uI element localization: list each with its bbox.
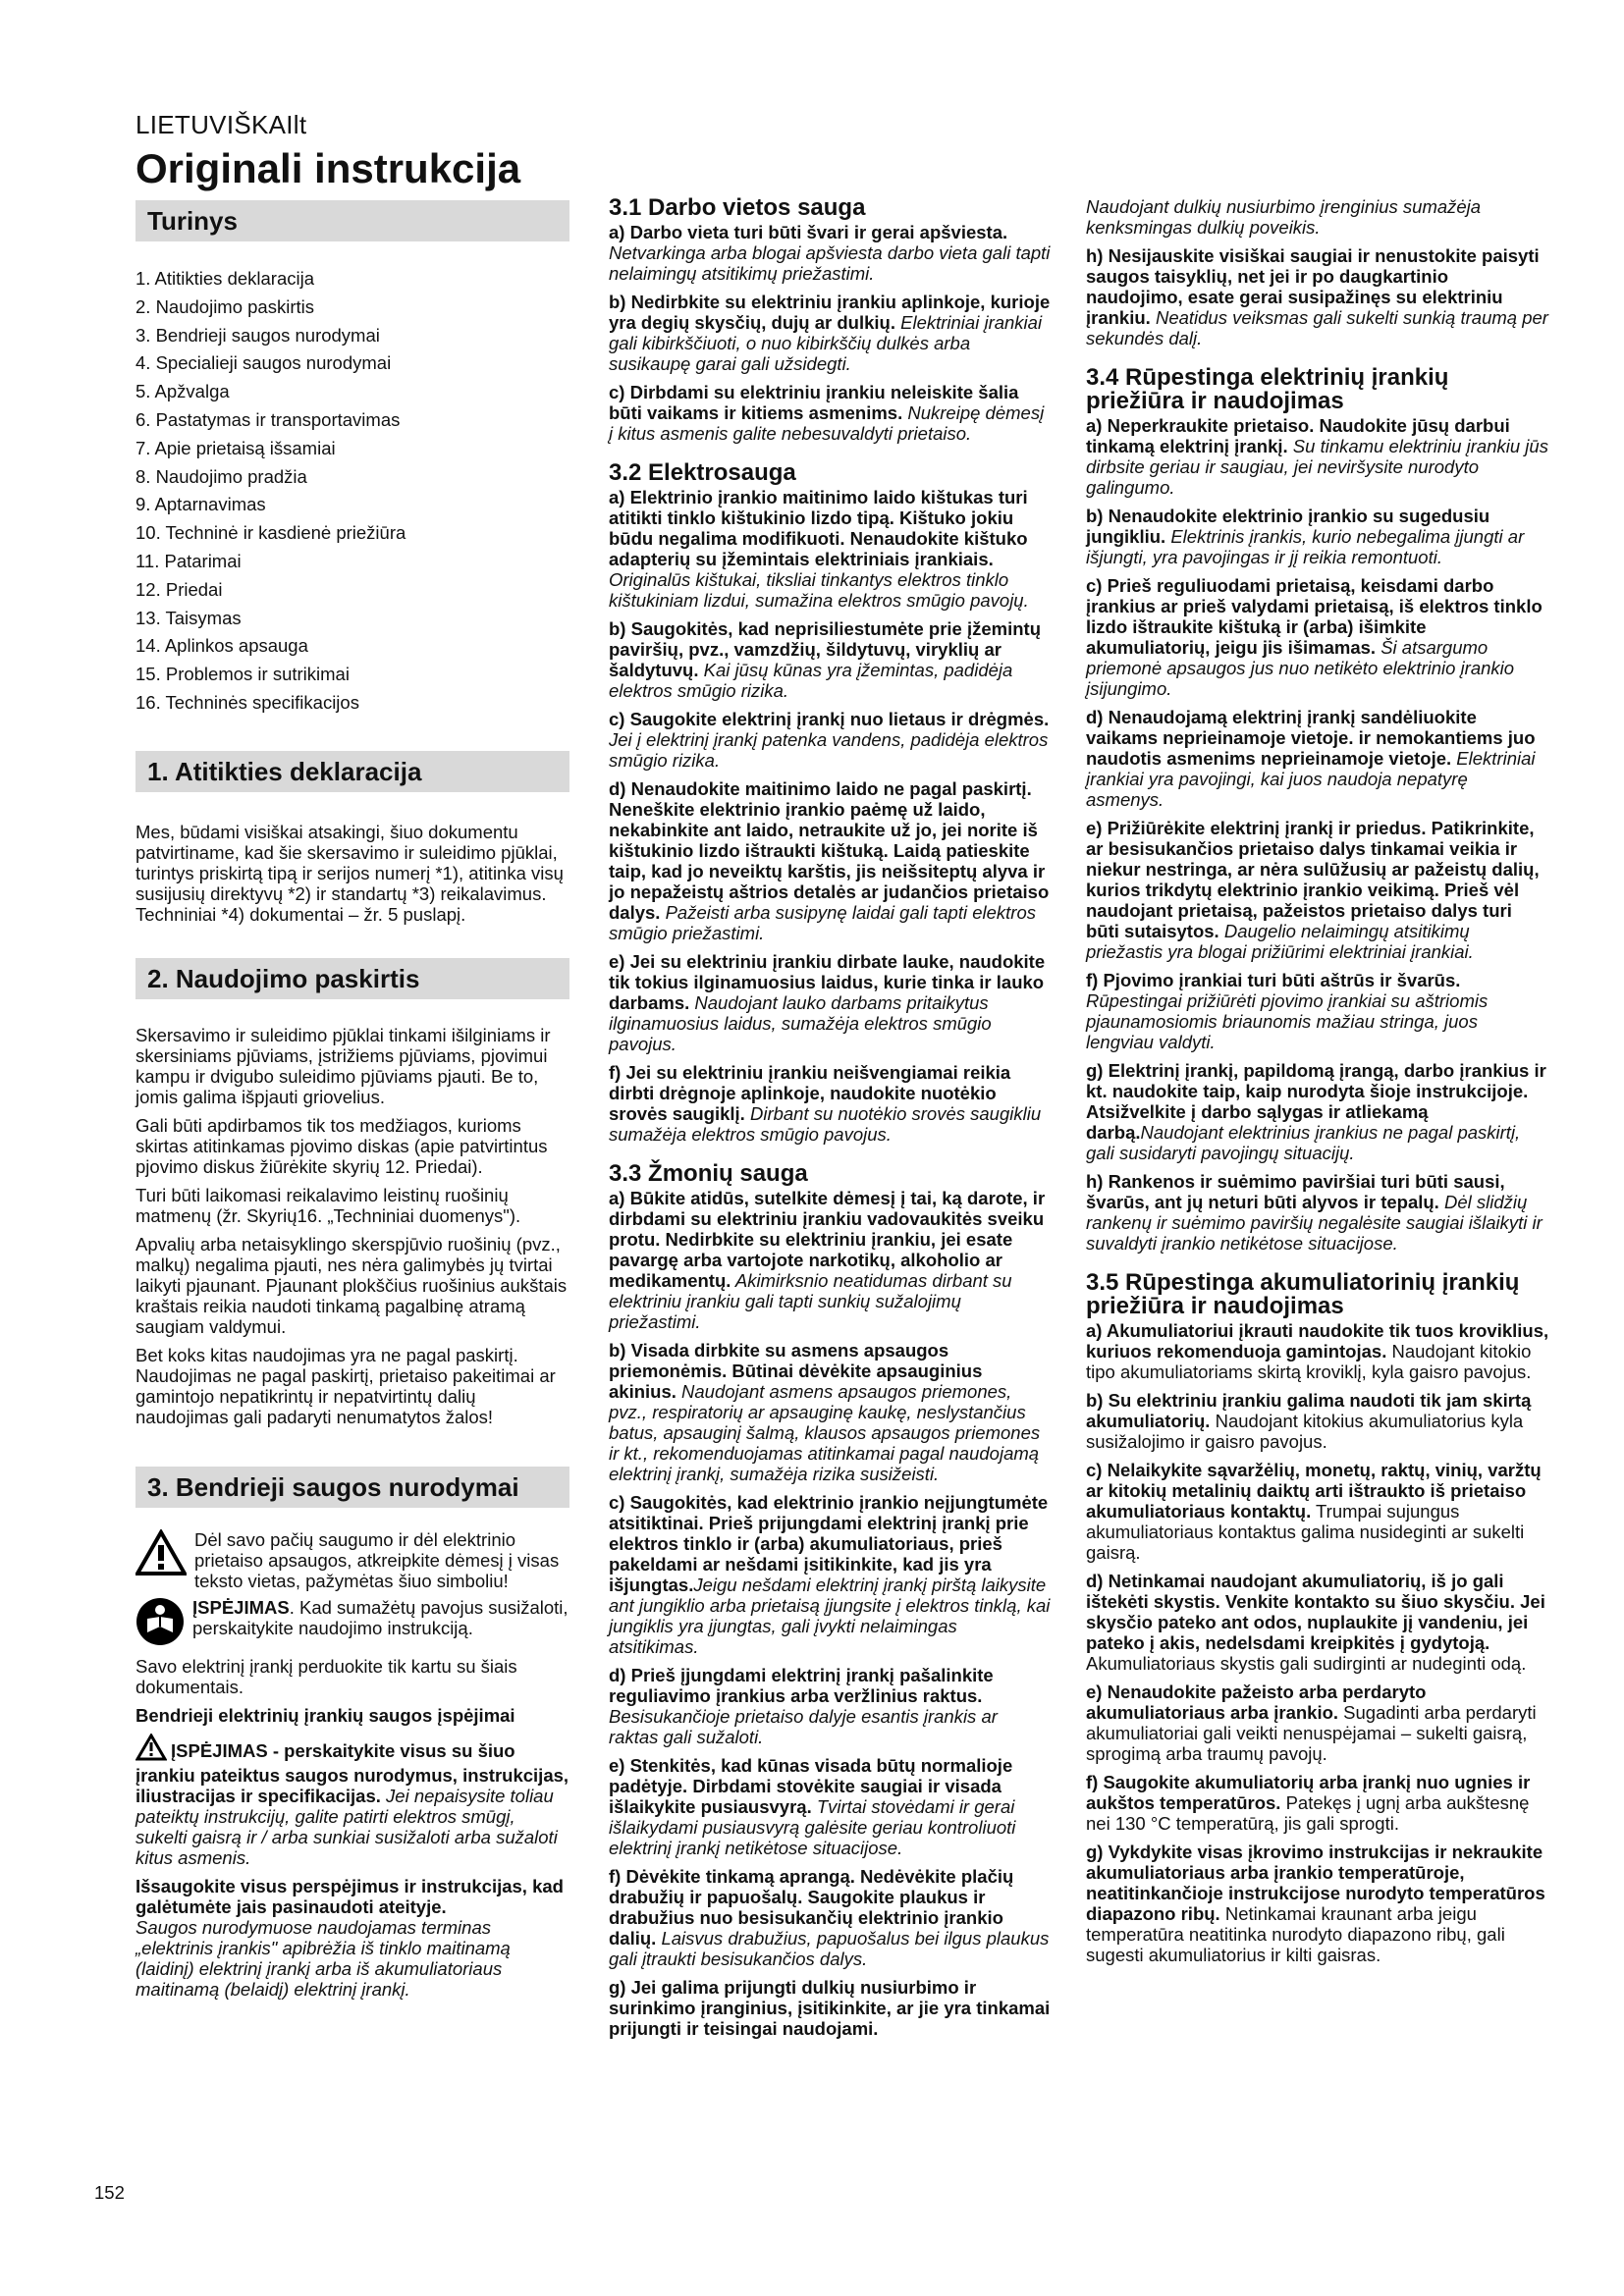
rule-italic: Originalūs kištukai, tiksliai tinkantys elektros tinklo kištukiniam lizdui, sumažina elektros smūgio pavojų. [609,569,1029,611]
rule-bold: g) Elektrinį įrankį, papildomą įrangą, darbo įrankius ir kt. naudokite taip, kaip nurodyta šioje instrukcijoje. Atsižvelkite į darbo sąlygas ir atliekamą darbą. [1086,1060,1546,1143]
rule-item [609,709,1051,771]
toc-item: 15. Problemos ir sutrikimai [135,664,350,685]
rule-item [1086,506,1549,567]
section-2-paragraph: Apvalių arba netaisyklingo skerspjūvio ruošinių (pvz., malkų) negalima pjauti, nes nėra galimybės jų tvirtai laikyti pjaunant. Pjaunant plokščius ruošinius aukštais kraštais reikia naudoti tinkamą pagalbinę atramą saugiam valdymui. [135,1233,568,1337]
toc-item: 1. Atitikties deklaracija [135,268,315,289]
rule-bold: f) Saugokite akumuliatorių arba įrankį nuo ugnies ir aukštos temperatūros. [1086,1772,1531,1813]
read-all-warning [135,1734,569,1868]
rule-italic: Besisukančioje prietaiso dalyje esantis įrankis ar raktas gali sužaloti. [609,1706,998,1747]
section-2-paragraph: Skersavimo ir suleidimo pjūklai tinkami išilginiams ir skersiniams pjūviams, įstrižiems pjūviams, pjovimui kampu ir dvigubo suleidimo pjūviams pjauti. Be to, jomis galima išpjauti griovelius. [135,1024,551,1107]
rule-bold: b) Saugokitės, kad neprisiliestumėte prie įžemintų paviršių, pvz., vamzdžių, šildytuvų, viryklių ar šaldytuvų. [609,618,1041,680]
rule-bold: d) Nenaudokite maitinimo laido ne pagal paskirtį. Neneškite elektrinio įrankio paėmę už laido, nekabinkite ant laido, netraukite už jo, jei norite iš kištukinio lizdo ištraukti kištuką. Laidą patieskite taip, kad jo neveiktų karštis, jis neišsiteptų alyva ir jo nepažeistų aštrios detalės ar judančios prietaiso dalys. [609,778,1050,923]
rule-italic: Ši atsargumo priemonė apsaugos jus nuo netikėto elektrinio įrankio įsijungimo. [1086,637,1515,699]
keep-instructions-bold: Išsaugokite visus perspėjimus ir instrukcijas, kad galėtumėte jais pasinaudoti ateityje. [135,1875,564,1917]
toc-item: 12. Priedai [135,578,223,600]
section-3-body [135,1529,569,2000]
rule-item [609,951,1051,1054]
toc-item: 9. Aptarnavimas [135,494,266,515]
section-2-heading: 2. Naudojimo paskirtis [135,958,569,999]
rule-bold: a) Būkite atidūs, sutelkite dėmesį į tai, ką darote, ir dirbdami su elektriniu įrankiu vadovaukitės sveiku protu. Nedirbkite su elektriniu įrankiu, jei esate pavargę arba vartojote narkotikų, alkoholio ar medikamentų. [609,1188,1046,1291]
safety-note-text: Dėl savo pačių saugumo ir dėl elektrinio prietaiso apsaugos, atkreipkite dėmesį į visas teksto vietas, pažymėtas šiuo simboliu! [194,1528,560,1591]
rule-bold: g) Jei galima prijungti dulkių nusiurbimo ir surinkimo įranginius, įsitikinkite, ar jie yra tinkamai prijungti ir teisingai naudojami. [609,1977,1051,2039]
rule-item [1086,1571,1549,1674]
rule-italic: Pažeisti arba susipynę laidai gali tapti elektros smūgio priežastimi. [609,902,1036,943]
rule-italic: Akimirksnio neatidumas dirbant su elektriniu įrankiu gali tapti sunkių sužalojimų priežastimi. [609,1270,1012,1332]
rule-bold: g) Vykdykite visas įkrovimo instrukcijas ir nekraukite akumuliatoriaus arba įrankio temperatūroje, neatitinkančioje instrukcijose nurodyto temperatūros diapazono ribų. [1086,1842,1545,1924]
read-manual-icon [135,1597,185,1650]
document-title: Originali instrukcija [135,145,521,191]
section-3-2-heading: 3.2 Elektrosauga [609,459,796,486]
rule-item [609,1188,1051,1332]
rule-item [1086,1390,1549,1452]
rule-item [1086,1060,1549,1163]
rule-text: Trumpai sujungus akumuliatoriaus kontaktus galima nusideginti ar sukelti gaisrą. [1086,1501,1525,1563]
rule-bold: d) Nenaudojamą elektrinį įrankį sandėliuokite vaikams neprieinamoje vietoje. ir nemokantiems juo naudotis asmenims neprieinamoje vietoje. [1086,707,1536,769]
toc-item: 10. Techninė ir kasdienė priežiūra [135,522,406,544]
rule-item [609,382,1051,444]
rule-item [609,1977,1051,2039]
rule-item [1086,415,1549,498]
toc-item: 3. Bendrieji saugos nurodymai [135,324,380,346]
rule-item [609,778,1051,943]
rule-bold: f) Jei su elektriniu įrankiu neišvengiamai reikia dirbti drėgnoje aplinkoje, naudokite nuotėkio srovės saugiklį. [609,1062,1011,1124]
rule-bold: h) Nesijauskite visiškai saugiai ir nenustokite paisyti saugos taisyklių, net jei ir po daugkartinio naudojimo, esate gerai susipažinęs su elektriniu įrankiu. [1086,245,1540,328]
rule-italic: Daugelio nelaimingų atsitikimų priežastis yra blogai prižiūrimi elektriniai įrankiai. [1086,921,1474,962]
rule-bold: h) Rankenos ir suėmimo paviršiai turi būti sausi, švarūs, ant jų neturi būti alyvos ir tepalų. [1086,1171,1505,1212]
rule-bold: c) Dirbdami su elektriniu įrankiu neleiskite šalia būti vaikams ir kitiems asmenims. [609,382,1019,423]
toc-list [135,265,569,718]
rule-item [1086,1171,1549,1254]
read-all-warning-italic: Jei nepaisysite toliau pateiktų instrukcijų, galite patirti elektros smūgį, sukelti gaisrą ir / arba sunkiai susižaloti arba sužaloti kitus asmenis. [135,1785,558,1868]
rule-bold: e) Nenaudokite pažeisto arba perdaryto akumuliatoriaus arba įrankio. [1086,1682,1427,1723]
warning-text: . Kad sumažėtų pavojus susižaloti, perskaitykite naudojimo instrukciją. [192,1596,568,1638]
rule-bold: e) Stenkitės, kad kūnas visada būtų normalioje padėtyje. Dirbdami stovėkite saugiai ir visada išlaikykite pusiausvyrą. [609,1755,1013,1817]
rule-italic: Netvarkinga arba blogai apšviesta darbo vieta gali tapti nelaimingų atsitikimų priežastimi. [609,242,1051,284]
rule-item [609,618,1051,701]
keep-instructions [135,1876,569,2000]
rule-italic: Dėl slidžių rankenų ir suėmimo paviršių negalėsite saugiai išlaikyti ir suvaldyti įrankio netikėtose situacijose. [1086,1192,1543,1254]
rule-text: Naudojant kitokius akumuliatorius kyla susižalojimo ir gaisro pavojus. [1086,1411,1524,1452]
section-2-paragraph: Turi būti laikomasi reikalavimo leistinų ruošinių matmenų (žr. Skyrių16. „Techniniai duomenys"). [135,1184,521,1226]
rule-italic: Elektriniai įrankiai yra pavojingi, kai juos naudoja nepatyrę asmenys. [1086,748,1536,810]
toc-item: 2. Naudojimo paskirtis [135,295,314,317]
section-2-paragraph: Gali būti apdirbamos tik tos medžiagos, kurioms skirtas atitinkamas pjovimo diskas (apie patvirtintus pjovimo diskus žiūrėkite skyrių 12. Priedai). [135,1114,548,1177]
rule-italic: Laisvus drabužius, papuošalus bei ilgus plaukus gali įtraukti besisukančios dalys. [609,1928,1050,1969]
rule-bold: d) Netinkamai naudojant akumuliatorių, iš jo gali ištekėti skystis. Venkite kontakto su šiuo skysčiu. Jei skysčio pateko ant odos, nuplaukite jį vandeniu, jei pateko į akis, nedelsdami kreipkitės į gydytoją. [1086,1571,1545,1653]
rule-bold: b) Nenaudokite elektrinio įrankio su sugedusiu jungikliu. [1086,506,1490,547]
toc-item: 7. Apie prietaisą išsamiai [135,437,336,458]
section-2-body [135,1025,569,1427]
rule-italic: Su tinkamu elektriniu įrankiu jūs dirbsite geriau ir saugiau, jei neviršysite nurodyto galingumo. [1086,436,1548,498]
rule-bold: e) Jei su elektriniu įrankiu dirbate lauke, naudokite tik tokius ilginamuosius laidus, kurie tinka ir lauko darbams. [609,951,1046,1013]
rule-italic: Naudojant lauko darbams pritaikytus ilginamuosius laidus, sumažėja elektros smūgio pavojus. [609,992,992,1054]
rule-item [609,1665,1051,1747]
handover-text: Savo elektrinį įrankį perduokite tik kartu su šiais dokumentais. [135,1655,517,1697]
rule-item [609,292,1051,374]
rule-italic: Naudojant elektrinius įrankius ne pagal paskirtį, gali susidaryti pavojingų situacijų. [1086,1122,1521,1163]
small-warning-triangle-icon [135,1734,167,1765]
rule-item [609,222,1051,284]
rule-item [1086,1842,1549,1965]
toc-item: 8. Naudojimo pradžia [135,465,307,487]
section-1-heading: 1. Atitikties deklaracija [135,751,569,792]
rule-text: Naudojant kitokio tipo akumuliatoriams skirtą kroviklį, kyla gaisro pavojus. [1086,1341,1532,1382]
rule-continuation: Naudojant dulkių nusiurbimo įrenginius sumažėja kenksmingas dulkių poveikis. [1086,196,1482,238]
toc-item: 5. Apžvalga [135,381,230,402]
rule-italic: Elektrinis įrankis, kurio nebegalima įjungti ar išjungti, yra pavojingas ir jį reikia remontuoti. [1086,526,1525,567]
keep-instructions-italic: Saugos nurodymuose naudojamas terminas „elektrinis įrankis" apibrėžia iš tinklo maitinamą (laidinį) elektrinį įrankį arba iš akumuliatoriaus maitinamą (belaidį) elektrinį įrankį. [135,1916,511,2000]
toc-item: 6. Pastatymas ir transportavimas [135,408,401,430]
rule-bold: a) Elektrinio įrankio maitinimo laido kištukas turi atitikti tinklo kištukinio lizdo tipą. Kištuko jokiu būdu negalima modifikuoti. Nenaudokite kištuko adapterių su įžemintais elektriniais įrankiais. [609,487,1028,569]
right-column [1086,196,1549,1973]
page-number: 152 [94,2182,125,2203]
rule-italic: Elektriniai įrankiai gali kibirkščiuoti, o nuo kibirkščių dulkės arba susikaupę garai gali užsidegti. [609,312,1043,374]
section-2-paragraph: Bet koks kitas naudojimas yra ne pagal paskirtį. Naudojimas ne pagal paskirtį, prietaiso pakeitimai ar gamintojo nepatikrintų ir nepatvirtintų dalių naudojimas gali padaryti nenumatytos žalos! [135,1344,556,1427]
read-manual-warning [135,1597,569,1650]
rule-italic: Kai jūsų kūnas yra įžemintas, padidėja elektros smūgio rizika. [609,660,1013,701]
toc-item: 11. Patarimai [135,550,242,571]
rule-item [1086,1772,1549,1834]
rule-bold: b) Su elektriniu įrankiu galima naudoti tik jam skirtą akumuliatorių. [1086,1390,1532,1431]
rule-bold: a) Darbo vieta turi būti švari ir gerai apšviesta. [609,222,1008,242]
section-3-1-heading: 3.1 Darbo vietos sauga [609,194,866,221]
rule-italic: Rūpestingai prižiūrėti pjovimo įrankiai su aštriomis pjaunamosiomis briaunomis mažiau stringa, juos lengviau valdyti. [1086,990,1489,1052]
general-warnings-heading: Bendrieji elektrinių įrankių saugos įspėjimai [135,1704,515,1726]
rule-item [609,1062,1051,1145]
safety-note [135,1529,569,1591]
rule-item [609,1492,1051,1657]
rule-item [1086,575,1549,699]
rule-italic: Jeigu nešdami elektrinį įrankį pirštą laikysite ant jungiklio arba prietaisą įjungsite į elektros tinklą, kai jungiklis yra įjungtas, gali įvykti nelaimingas atsitikimas. [609,1575,1051,1657]
read-all-warning-bold: ĮSPĖJIMAS - perskaitykite visus su šiuo įrankiu pateiktus saugos nurodymus, instrukcijas, iliustracijas ir specifikacijas. [135,1739,569,1806]
rule-bold: b) Visada dirbkite su asmens apsaugos priemonėmis. Būtinai dėvėkite apsauginius akinius. [609,1340,983,1402]
rule-italic: Tvirtai stovėdami ir gerai išlaikydami pusiausvyrą galėsite geriau kontroliuoti elektrinį įrankį netikėtose situacijose. [609,1796,1016,1858]
language-label: LIETUVIŠKAIlt [135,110,307,139]
toc-heading: Turinys [135,200,569,241]
rule-italic: Neatidus veiksmas gali sukelti sunkią traumą per sekundės dalį. [1086,307,1548,348]
rule-bold: c) Prieš reguliuodami prietaisą, keisdami darbo įrankius ar prieš valydami prietaisą, iš elektros tinklo lizdo ištraukite kištuką ir (arba) išimkite akumuliatorių, jeigu jis išimamas. [1086,575,1543,658]
rule-italic: Jei į elektrinį įrankį patenka vandens, padidėja elektros smūgio rizika. [609,729,1049,771]
rule-bold: c) Nelaikykite sąvaržėlių, monetų, raktų, vinių, varžtų ar kitokių metalinių daiktų arti ištraukto iš prietaiso akumuliatoriaus kontaktų. [1086,1460,1542,1522]
rule-italic: Naudojant asmens apsaugos priemones, pvz., respiratorių ar apsauginę kaukę, neslystančius batus, apsauginį šalmą, klausos apsaugos priemones ir kt., rekomenduojamas atitinkamai pagal naudojamą elektrinį įrankį, sumažėja rizika susižeisti. [609,1381,1041,1484]
section-3-5-heading: 3.5 Rūpestinga akumuliatorinių įrankių priežiūra ir naudojimas [1086,1269,1520,1319]
toc-item: 13. Taisymas [135,607,242,628]
rule-item [1086,970,1549,1052]
rule-bold: a) Akumuliatoriui įkrauti naudokite tik tuos kroviklius, kuriuos rekomenduoja gamintojas. [1086,1320,1549,1362]
section-3-3-heading: 3.3 Žmonių sauga [609,1160,808,1187]
toc-item: 16. Techninės specifikacijos [135,691,359,713]
rule-item [609,1340,1051,1484]
rule-text: Patekęs į ugnį arba aukštesnę nei 130 °C temperatūrą, jis gali sprogti. [1086,1792,1530,1834]
rule-bold: c) Saugokite elektrinį įrankį nuo lietaus ir drėgmės. [609,709,1050,729]
rule-bold: f) Pjovimo įrankiai turi būti aštrūs ir švarūs. [1086,970,1461,990]
rule-bold: f) Dėvėkite tinkamą aprangą. Nedėvėkite plačių drabužių ir papuošalų. Saugokite plaukus ir drabužius nuo besisukančių elektrinio įrankio dalių. [609,1866,1014,1949]
rule-text: Netinkamai kraunant arba jeigu temperatūra neatitinka nurodyto diapazono ribų, gali sugesti akumuliatorius ir kilti gaisras. [1086,1903,1505,1965]
rule-bold: b) Nedirbkite su elektriniu įrankiu aplinkoje, kurioje yra degių skysčių, dujų ar dulkių. [609,292,1051,333]
rule-item [1086,1460,1549,1563]
rule-bold: d) Prieš įjungdami elektrinį įrankį pašalinkite reguliavimo įrankius arba veržlinius raktus. [609,1665,994,1706]
rule-text: Akumuliatoriaus skystis gali sudirginti ar nudeginti odą. [1086,1653,1527,1674]
warning-label: ĮSPĖJIMAS [192,1596,290,1618]
middle-column [609,196,1051,2047]
section-3-heading: 3. Bendrieji saugos nurodymai [135,1467,569,1508]
rule-item [609,1866,1051,1969]
rule-item [609,487,1051,611]
rule-bold: e) Prižiūrėkite elektrinį įrankį ir priedus. Patikrinkite, ar besisukančios prietaiso dalys tinkamai veikia ir niekur nestringa, ar nėra sulūžusių ar pažeistų dalių, kurios trikdytų elektrinio įrankio veikimą. Prieš vėl naudojant prietaisą, pažeistos prietaiso dalys turi būti sutaisytos. [1086,818,1540,941]
rule-item [1086,1320,1549,1382]
left-column [135,110,569,2007]
rule-item [609,1755,1051,1858]
rule-italic: Dirbant su nuotėkio srovės saugikliu sumažėja elektros smūgio pavojus. [609,1103,1042,1145]
rule-item [1086,245,1549,348]
toc-item: 14. Aplinkos apsauga [135,635,308,657]
rule-item [1086,818,1549,962]
toc-item: 4. Specialieji saugos nurodymai [135,352,392,374]
rule-item [1086,707,1549,810]
rule-text: Sugadinti arba perdaryti akumuliatoriai gali veikti nenuspėjamai – sukelti gaisrą, sprogimą arba traumų pavojų. [1086,1702,1537,1764]
section-1-text: Mes, būdami visiškai atsakingi, šiuo dokumentu patvirtiname, kad šie skersavimo ir suleidimo pjūklai, turintys priskirtą tipą ir serijos numerį *1), atitinka visų susijusių direktyvų *2) ir standartų *3) reikalavimus. Techniniai *4) dokumentai – žr. 5 puslapį. [135,821,564,925]
rule-italic: Nukreipę dėmesį į kitus asmenis galite nebesuvaldyti prietaiso. [609,402,1045,444]
rule-item [1086,1682,1549,1764]
rule-bold: a) Neperkraukite prietaiso. Naudokite jūsų darbui tinkamą elektrinį įrankį. [1086,415,1510,456]
section-3-4-heading: 3.4 Rūpestinga elektrinių įrankių priežiūra ir naudojimas [1086,364,1449,414]
warning-triangle-icon [135,1529,187,1580]
rule-bold: c) Saugokitės, kad elektrinio įrankio neįjungtumėte atsitiktinai. Prieš prijungdami elektrinį įrankį prie elektros tinklo ir (arba) akumuliatoriaus, prieš pakeldami ar nešdami įsitikinkite, kad jis yra išjungtas. [609,1492,1049,1595]
